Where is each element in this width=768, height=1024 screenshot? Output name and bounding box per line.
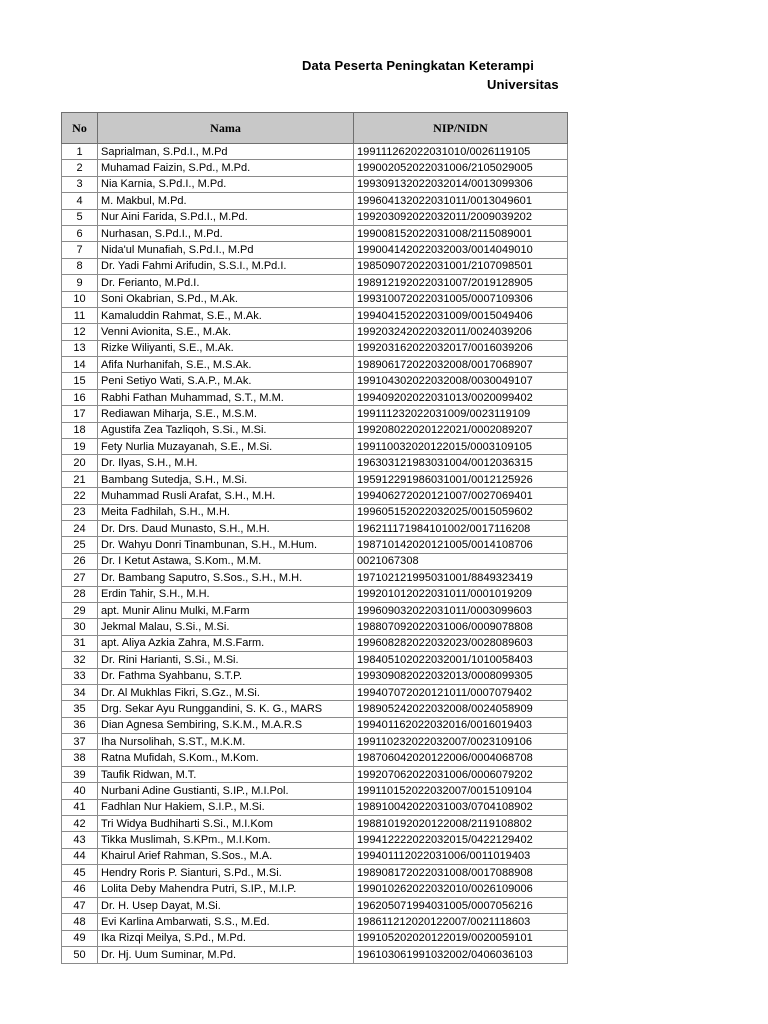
cell-nip-nidn: 199203242022032011/0024039206	[354, 324, 568, 340]
cell-nip-nidn: 199004142022032003/0014049010	[354, 242, 568, 258]
table-row	[62, 471, 568, 487]
cell-nama: Rizke Wiliyanti, S.E., M.Ak.	[98, 340, 354, 356]
table-row	[62, 406, 568, 422]
cell-nama: Drg. Sekar Ayu Runggandini, S. K. G., MARS	[98, 701, 354, 717]
table-row	[62, 324, 568, 340]
table-row	[62, 652, 568, 668]
table-row	[62, 832, 568, 848]
cell-no: 30	[62, 619, 98, 635]
cell-nip-nidn: 195912291986031001/0012125926	[354, 471, 568, 487]
cell-no: 6	[62, 225, 98, 241]
table-row	[62, 701, 568, 717]
cell-nip-nidn: 199110152022032007/0015109104	[354, 783, 568, 799]
cell-nama: Nurbani Adine Gustianti, S.IP., M.I.Pol.	[98, 783, 354, 799]
cell-nip-nidn: 198810192020122008/2119108802	[354, 816, 568, 832]
cell-no: 26	[62, 553, 98, 569]
table-row	[62, 176, 568, 192]
cell-nama: Dr. Bambang Saputro, S.Sos., S.H., M.H.	[98, 570, 354, 586]
cell-nama: Tikka Muslimah, S.KPm., M.I.Kom.	[98, 832, 354, 848]
cell-no: 34	[62, 684, 98, 700]
cell-nip-nidn: 199401162022032016/0016019403	[354, 717, 568, 733]
cell-no: 29	[62, 602, 98, 618]
document-title	[0, 54, 768, 98]
cell-nama: Dr. Rini Harianti, S.Si., M.Si.	[98, 652, 354, 668]
cell-nama: Fadhlan Nur Hakiem, S.I.P., M.Si.	[98, 799, 354, 815]
cell-no: 46	[62, 881, 98, 897]
table-row	[62, 947, 568, 963]
cell-no: 3	[62, 176, 98, 192]
table-row	[62, 160, 568, 176]
cell-no: 32	[62, 652, 98, 668]
cell-no: 7	[62, 242, 98, 258]
table-row	[62, 291, 568, 307]
cell-nip-nidn: 199203162022032017/0016039206	[354, 340, 568, 356]
cell-no: 19	[62, 439, 98, 455]
cell-nip-nidn: 199110232022032007/0023109106	[354, 734, 568, 750]
cell-nip-nidn: 199207062022031006/0006079202	[354, 766, 568, 782]
cell-no: 16	[62, 389, 98, 405]
table-row	[62, 422, 568, 438]
cell-nip-nidn: 199203092022032011/2009039202	[354, 209, 568, 225]
cell-nip-nidn: 198910042022031003/0704108902	[354, 799, 568, 815]
column-header-no: No	[62, 113, 98, 144]
cell-no: 49	[62, 930, 98, 946]
cell-nama: Saprialman, S.Pd.I., M.Pd	[98, 144, 354, 160]
table-row	[62, 537, 568, 553]
cell-nip-nidn: 198710142020121005/0014108706	[354, 537, 568, 553]
cell-nip-nidn: 199010262022032010/0026109006	[354, 881, 568, 897]
cell-no: 23	[62, 504, 98, 520]
cell-no: 5	[62, 209, 98, 225]
table-row	[62, 635, 568, 651]
cell-no: 50	[62, 947, 98, 963]
cell-no: 9	[62, 275, 98, 291]
column-header-nip-nidn: NIP/NIDN	[354, 113, 568, 144]
cell-nip-nidn: 199609032022031011/0003099603	[354, 602, 568, 618]
cell-no: 22	[62, 488, 98, 504]
cell-nip-nidn: 199407072020121011/0007079402	[354, 684, 568, 700]
cell-nama: Dr. Fathma Syahbanu, S.T.P.	[98, 668, 354, 684]
cell-no: 15	[62, 373, 98, 389]
cell-nama: Jekmal Malau, S.Si., M.Si.	[98, 619, 354, 635]
cell-nama: Evi Karlina Ambarwati, S.S., M.Ed.	[98, 914, 354, 930]
cell-nip-nidn: 198906172022032008/0017068907	[354, 357, 568, 373]
table-row	[62, 357, 568, 373]
cell-nip-nidn: 198807092022031006/0009078808	[354, 619, 568, 635]
cell-nama: Taufik Ridwan, M.T.	[98, 766, 354, 782]
cell-nama: apt. Aliya Azkia Zahra, M.S.Farm.	[98, 635, 354, 651]
cell-nama: Dr. Al Mukhlas Fikri, S.Gz., M.Si.	[98, 684, 354, 700]
cell-nip-nidn: 199401112022031006/0011019403	[354, 848, 568, 864]
table-row	[62, 553, 568, 569]
cell-nama: Dr. Yadi Fahmi Arifudin, S.S.I., M.Pd.I.	[98, 258, 354, 274]
table-row	[62, 504, 568, 520]
cell-no: 36	[62, 717, 98, 733]
cell-nama: Rabhi Fathan Muhammad, S.T., M.M.	[98, 389, 354, 405]
cell-nama: Erdin Tahir, S.H., M.H.	[98, 586, 354, 602]
cell-nama: Dr. Ferianto, M.Pd.I.	[98, 275, 354, 291]
table-row	[62, 668, 568, 684]
cell-no: 18	[62, 422, 98, 438]
cell-nama: Bambang Sutedja, S.H., M.Si.	[98, 471, 354, 487]
cell-no: 10	[62, 291, 98, 307]
cell-no: 45	[62, 865, 98, 881]
cell-nip-nidn: 196205071994031005/0007056216	[354, 897, 568, 913]
cell-nama: Fety Nurlia Muzayanah, S.E., M.Si.	[98, 439, 354, 455]
table-row	[62, 586, 568, 602]
cell-nip-nidn: 198706042020122006/0004068708	[354, 750, 568, 766]
cell-nama: Afifa Nurhanifah, S.E., M.S.Ak.	[98, 357, 354, 373]
cell-nama: Muhamad Faizin, S.Pd., M.Pd.	[98, 160, 354, 176]
cell-no: 11	[62, 307, 98, 323]
cell-nip-nidn: 199404152022031009/0015049406	[354, 307, 568, 323]
cell-nip-nidn: 199608282022032023/0028089603	[354, 635, 568, 651]
table-row	[62, 684, 568, 700]
cell-nama: Peni Setiyo Wati, S.A.P., M.Ak.	[98, 373, 354, 389]
cell-nip-nidn: 198611212020122007/0021118603	[354, 914, 568, 930]
cell-no: 8	[62, 258, 98, 274]
cell-no: 38	[62, 750, 98, 766]
cell-nip-nidn: 199110032020122015/0003109105	[354, 439, 568, 455]
cell-nip-nidn: 199201012022031011/0001019209	[354, 586, 568, 602]
cell-nama: Soni Okabrian, S.Pd., M.Ak.	[98, 291, 354, 307]
table-row	[62, 439, 568, 455]
cell-nama: Dr. Ilyas, S.H., M.H.	[98, 455, 354, 471]
cell-nama: Tri Widya Budhiharti S.Si., M.I.Kom	[98, 816, 354, 832]
cell-nama: Dr. I Ketut Astawa, S.Kom., M.M.	[98, 553, 354, 569]
cell-no: 37	[62, 734, 98, 750]
cell-nip-nidn: 0021067308	[354, 553, 568, 569]
cell-nip-nidn: 199406272020121007/0027069401	[354, 488, 568, 504]
cell-nip-nidn: 196303121983031004/0012036315	[354, 455, 568, 471]
table-row	[62, 242, 568, 258]
table-row	[62, 816, 568, 832]
cell-nama: Agustifa Zea Tazliqoh, S.Si., M.Si.	[98, 422, 354, 438]
cell-no: 43	[62, 832, 98, 848]
table-row	[62, 930, 568, 946]
cell-nama: Kamaluddin Rahmat, S.E., M.Ak.	[98, 307, 354, 323]
cell-nama: Dr. Hj. Uum Suminar, M.Pd.	[98, 947, 354, 963]
cell-nama: Nia Karnia, S.Pd.I., M.Pd.	[98, 176, 354, 192]
cell-nama: Hendry Roris P. Sianturi, S.Pd., M.Si.	[98, 865, 354, 881]
cell-nip-nidn: 199309082022032013/0008099305	[354, 668, 568, 684]
cell-no: 4	[62, 193, 98, 209]
cell-nama: Dr. Drs. Daud Munasto, S.H., M.H.	[98, 520, 354, 536]
cell-no: 20	[62, 455, 98, 471]
cell-nama: Lolita Deby Mahendra Putri, S.IP., M.I.P.	[98, 881, 354, 897]
cell-nama: Muhammad Rusli Arafat, S.H., M.H.	[98, 488, 354, 504]
title-line-2: Universitas	[487, 77, 559, 92]
table-row	[62, 881, 568, 897]
cell-nip-nidn: 199605152022032025/0015059602	[354, 504, 568, 520]
column-header-nama: Nama	[98, 113, 354, 144]
cell-nama: Rediawan Miharja, S.E., M.S.M.	[98, 406, 354, 422]
cell-nama: Dian Agnesa Sembiring, S.K.M., M.A.R.S	[98, 717, 354, 733]
cell-nip-nidn: 198905242022032008/0024058909	[354, 701, 568, 717]
cell-no: 35	[62, 701, 98, 717]
table-row	[62, 209, 568, 225]
cell-no: 13	[62, 340, 98, 356]
cell-nip-nidn: 199104302022032008/0030049107	[354, 373, 568, 389]
cell-nip-nidn: 199310072022031005/0007109306	[354, 291, 568, 307]
table-row	[62, 766, 568, 782]
cell-no: 17	[62, 406, 98, 422]
table-row	[62, 914, 568, 930]
cell-no: 24	[62, 520, 98, 536]
table-row	[62, 897, 568, 913]
table-row	[62, 488, 568, 504]
table-row	[62, 734, 568, 750]
table-row	[62, 520, 568, 536]
table-row	[62, 193, 568, 209]
cell-nip-nidn: 196103061991032002/0406036103	[354, 947, 568, 963]
table-row	[62, 389, 568, 405]
cell-no: 33	[62, 668, 98, 684]
cell-no: 40	[62, 783, 98, 799]
cell-nip-nidn: 199111232022031009/0023119109	[354, 406, 568, 422]
cell-no: 1	[62, 144, 98, 160]
table-row	[62, 865, 568, 881]
cell-nama: Meita Fadhilah, S.H., M.H.	[98, 504, 354, 520]
cell-nip-nidn: 199105202020122019/0020059101	[354, 930, 568, 946]
table-row	[62, 717, 568, 733]
cell-no: 28	[62, 586, 98, 602]
cell-no: 39	[62, 766, 98, 782]
cell-nip-nidn: 196211171984101002/0017116208	[354, 520, 568, 536]
cell-nama: Nurhasan, S.Pd.I., M.Pd.	[98, 225, 354, 241]
cell-nip-nidn: 199409202022031013/0020099402	[354, 389, 568, 405]
cell-no: 27	[62, 570, 98, 586]
cell-no: 44	[62, 848, 98, 864]
table-row	[62, 783, 568, 799]
table-row	[62, 799, 568, 815]
cell-nama: Ratna Mufidah, S.Kom., M.Kom.	[98, 750, 354, 766]
cell-no: 31	[62, 635, 98, 651]
cell-no: 42	[62, 816, 98, 832]
cell-nama: Nur Aini Farida, S.Pd.I., M.Pd.	[98, 209, 354, 225]
participant-table	[61, 112, 568, 964]
cell-nip-nidn: 199002052022031006/2105029005	[354, 160, 568, 176]
cell-nama: apt. Munir Alinu Mulki, M.Farm	[98, 602, 354, 618]
table-row	[62, 602, 568, 618]
cell-nama: Nida'ul Munafiah, S.Pd.I., M.Pd	[98, 242, 354, 258]
table-row	[62, 258, 568, 274]
cell-nip-nidn: 199309132022032014/0013099306	[354, 176, 568, 192]
table-row	[62, 455, 568, 471]
cell-nama: Dr. Wahyu Donri Tinambunan, S.H., M.Hum.	[98, 537, 354, 553]
cell-nama: Iha Nursolihah, S.ST., M.K.M.	[98, 734, 354, 750]
cell-nip-nidn: 198509072022031001/2107098501	[354, 258, 568, 274]
cell-nip-nidn: 199008152022031008/2115089001	[354, 225, 568, 241]
cell-nama: Dr. H. Usep Dayat, M.Si.	[98, 897, 354, 913]
table-body	[62, 144, 568, 964]
cell-nip-nidn: 197102121995031001/8849323419	[354, 570, 568, 586]
cell-no: 14	[62, 357, 98, 373]
cell-nip-nidn: 199604132022031011/0013049601	[354, 193, 568, 209]
cell-nip-nidn: 198405102022032001/1010058403	[354, 652, 568, 668]
table-row	[62, 848, 568, 864]
cell-nip-nidn: 199111262022031010/0026119105	[354, 144, 568, 160]
table-row	[62, 275, 568, 291]
table-row	[62, 144, 568, 160]
cell-no: 25	[62, 537, 98, 553]
table-row	[62, 225, 568, 241]
cell-no: 21	[62, 471, 98, 487]
table-header-row	[62, 113, 568, 144]
cell-nama: M. Makbul, M.Pd.	[98, 193, 354, 209]
table-row	[62, 340, 568, 356]
cell-nip-nidn: 198908172022031008/0017088908	[354, 865, 568, 881]
cell-nip-nidn: 199412222022032015/0422129402	[354, 832, 568, 848]
cell-no: 47	[62, 897, 98, 913]
cell-nama: Venni Avionita, S.E., M.Ak.	[98, 324, 354, 340]
table-row	[62, 750, 568, 766]
cell-no: 2	[62, 160, 98, 176]
title-line-1: Data Peserta Peningkatan Keterampi	[302, 58, 534, 73]
table-row	[62, 619, 568, 635]
cell-nip-nidn: 198912192022031007/2019128905	[354, 275, 568, 291]
table-row	[62, 307, 568, 323]
cell-nip-nidn: 199208022020122021/0002089207	[354, 422, 568, 438]
cell-no: 41	[62, 799, 98, 815]
cell-no: 48	[62, 914, 98, 930]
cell-nama: Ika Rizqi Meilya, S.Pd., M.Pd.	[98, 930, 354, 946]
cell-no: 12	[62, 324, 98, 340]
table-row	[62, 373, 568, 389]
table-row	[62, 570, 568, 586]
cell-nama: Khairul Arief Rahman, S.Sos., M.A.	[98, 848, 354, 864]
